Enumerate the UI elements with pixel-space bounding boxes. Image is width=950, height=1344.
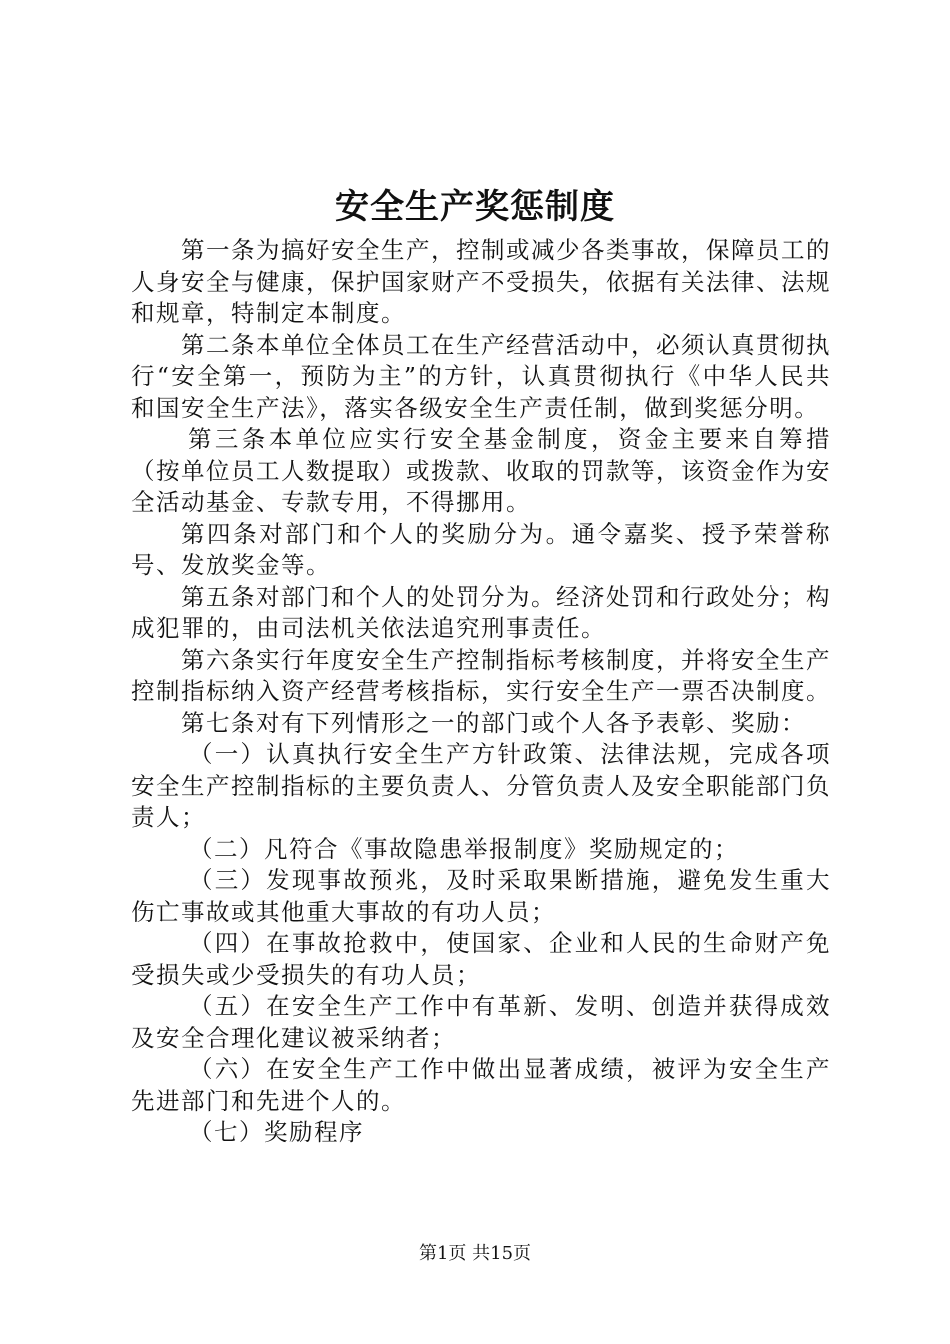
paragraph-article-5: 第五条对部门和个人的处罚分为。经济处罚和行政处分；构成犯罪的，由司法机关依法追究刑事责任。	[131, 582, 831, 642]
paragraph-article-4: 第四条对部门和个人的奖励分为。通令嘉奖、授予荣誉称号、发放奖金等。	[131, 519, 831, 579]
list-item-4: （四）在事故抢救中，使国家、企业和人民的生命财产免受损失或少受损失的有功人员；	[131, 929, 831, 989]
paragraph-article-1: 第一条为搞好安全生产，控制或减少各类事故，保障员工的人身安全与健康，保护国家财产不受损失，依据有关法律、法规和规章，特制定本制度。	[131, 236, 831, 327]
paragraph-article-6: 第六条实行年度安全生产控制指标考核制度，并将安全生产控制指标纳入资产经营考核指标，实行安全生产一票否决制度。	[131, 645, 831, 705]
document-body	[131, 235, 831, 1149]
paragraph-article-3: 第三条本单位应实行安全基金制度，资金主要来自筹措（按单位员工人数提取）或拨款、收取的罚款等，该资金作为安全活动基金、专款专用，不得挪用。	[131, 425, 831, 516]
list-item-7: （七）奖励程序	[189, 1118, 364, 1146]
list-item-6: （六）在安全生产工作中做出显著成绩，被评为安全生产先进部门和先进个人的。	[131, 1055, 831, 1115]
document-title: 安全生产奖惩制度	[335, 187, 615, 227]
list-item-3: （三）发现事故预兆，及时采取果断措施，避免发生重大伤亡事故或其他重大事故的有功人员；	[131, 866, 831, 926]
list-item-5: （五）在安全生产工作中有革新、发明、创造并获得成效及安全合理化建议被采纳者；	[131, 992, 831, 1052]
paragraph-article-2: 第二条本单位全体员工在生产经营活动中，必须认真贯彻执行“安全第一，预防为主”的方针，认真贯彻执行《中华人民共和国安全生产法》，落实各级安全生产责任制，做到奖惩分明。	[131, 330, 831, 422]
list-item-1: （一）认真执行安全生产方针政策、法律法规，完成各项安全生产控制指标的主要负责人、分管负责人及安全职能部门负责人；	[131, 740, 831, 831]
list-item-2: （二）凡符合《事故隐患举报制度》奖励规定的；	[189, 834, 739, 863]
paragraph-article-7: 第七条对有下列情形之一的部门或个人各予表彰、奖励：	[181, 708, 806, 737]
page-footer: 第1页 共15页	[418, 1243, 532, 1264]
